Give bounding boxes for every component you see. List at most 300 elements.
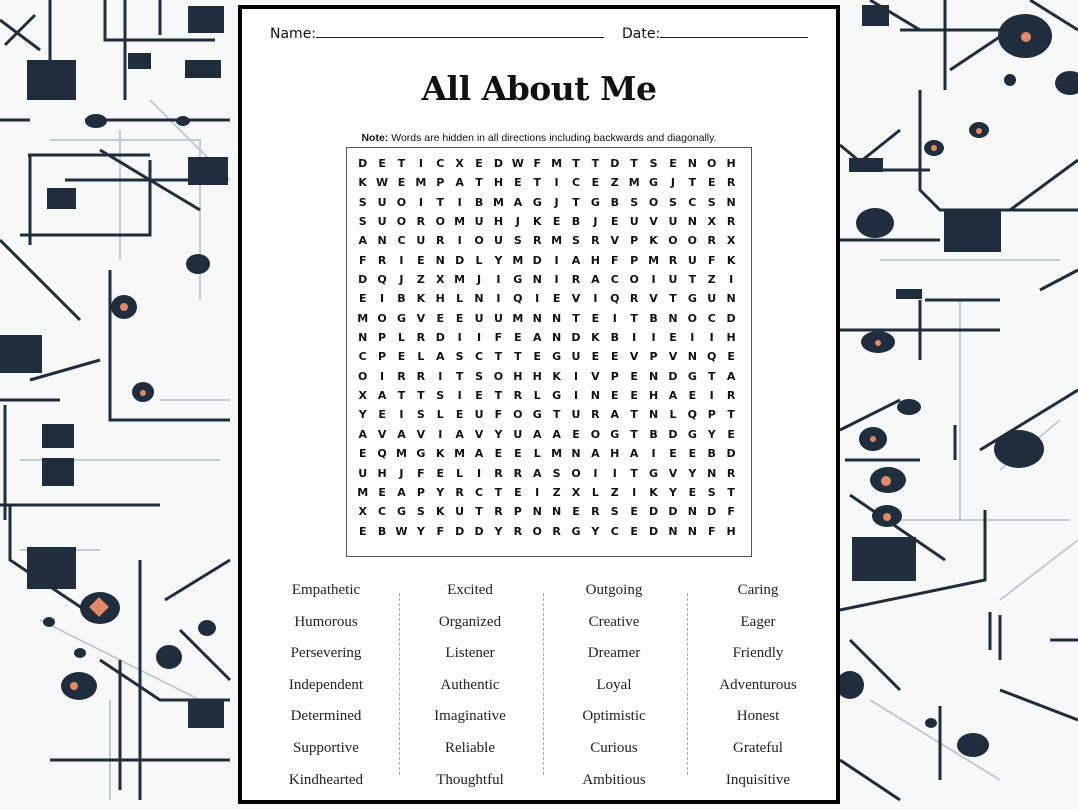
grid-letter[interactable]: K <box>649 234 658 248</box>
grid-letter[interactable]: T <box>533 176 541 190</box>
grid-letter[interactable]: F <box>494 408 503 422</box>
grid-letter[interactable]: D <box>358 273 368 287</box>
grid-letter[interactable]: D <box>707 505 717 519</box>
grid-letter[interactable]: N <box>551 331 562 345</box>
grid-letter[interactable]: P <box>436 176 445 190</box>
grid-letter[interactable]: O <box>668 234 678 248</box>
grid-letter[interactable]: L <box>591 485 599 499</box>
grid-letter[interactable]: H <box>532 369 542 383</box>
grid-letter[interactable]: I <box>573 389 579 403</box>
grid-letter[interactable]: E <box>358 447 367 461</box>
grid-letter[interactable]: G <box>590 195 600 209</box>
grid-letter[interactable]: M <box>512 311 524 325</box>
grid-letter[interactable]: J <box>399 273 404 287</box>
grid-letter[interactable]: G <box>687 427 697 441</box>
grid-letter[interactable]: G <box>416 447 426 461</box>
grid-letter[interactable]: I <box>535 485 540 499</box>
grid-letter[interactable]: N <box>532 273 542 287</box>
grid-letter[interactable]: P <box>707 408 716 422</box>
date-field[interactable] <box>622 23 808 42</box>
grid-letter[interactable]: R <box>707 234 716 248</box>
grid-letter[interactable]: P <box>378 350 387 364</box>
grid-letter[interactable]: M <box>357 485 369 499</box>
grid-letter[interactable]: Y <box>358 408 367 422</box>
grid-letter[interactable]: A <box>358 427 367 441</box>
grid-letter[interactable]: U <box>668 273 678 287</box>
grid-letter[interactable]: V <box>668 350 678 364</box>
grid-letter[interactable]: T <box>494 350 503 364</box>
grid-letter[interactable]: R <box>494 466 503 480</box>
grid-letter[interactable]: T <box>494 485 503 499</box>
grid-letter[interactable]: P <box>630 253 639 267</box>
grid-letter[interactable]: M <box>551 447 563 461</box>
grid-letter[interactable]: E <box>514 447 522 461</box>
grid-letter[interactable]: I <box>438 369 443 383</box>
grid-letter[interactable]: N <box>687 524 697 538</box>
grid-letter[interactable]: B <box>377 524 387 538</box>
grid-letter[interactable]: D <box>610 157 620 170</box>
grid-letter[interactable]: T <box>514 350 522 364</box>
grid-letter[interactable]: Y <box>416 524 425 538</box>
grid-letter[interactable]: I <box>380 369 385 383</box>
grid-letter[interactable]: I <box>729 273 734 287</box>
grid-letter[interactable]: O <box>377 311 387 325</box>
grid-letter[interactable]: E <box>514 176 522 190</box>
grid-letter[interactable]: V <box>416 311 426 325</box>
grid-letter[interactable]: I <box>457 331 462 345</box>
grid-letter[interactable]: D <box>532 253 542 267</box>
grid-letter[interactable]: I <box>457 234 462 248</box>
grid-letter[interactable]: C <box>610 273 619 287</box>
grid-letter[interactable]: S <box>416 505 425 519</box>
grid-letter[interactable]: N <box>668 524 678 538</box>
grid-letter[interactable]: K <box>435 447 445 461</box>
grid-letter[interactable]: I <box>399 408 404 422</box>
grid-letter[interactable]: D <box>668 505 678 519</box>
grid-letter[interactable]: V <box>649 292 658 306</box>
grid-letter[interactable]: A <box>629 447 639 461</box>
grid-letter[interactable]: D <box>455 524 465 538</box>
grid-letter[interactable]: O <box>687 311 698 325</box>
grid-letter[interactable]: J <box>670 176 675 190</box>
grid-letter[interactable]: R <box>726 389 736 403</box>
grid-letter[interactable]: A <box>436 350 445 364</box>
grid-letter[interactable]: E <box>630 369 638 383</box>
grid-letter[interactable]: S <box>707 485 716 499</box>
grid-letter[interactable]: H <box>648 389 659 403</box>
grid-letter[interactable]: N <box>726 195 736 209</box>
grid-letter[interactable]: T <box>572 157 580 170</box>
grid-letter[interactable]: E <box>436 466 445 480</box>
grid-letter[interactable]: L <box>533 389 541 403</box>
grid-letter[interactable]: I <box>457 389 462 403</box>
grid-letter[interactable]: M <box>551 234 563 248</box>
grid-letter[interactable]: T <box>436 195 445 209</box>
grid-letter[interactable]: E <box>669 331 677 345</box>
grid-letter[interactable]: N <box>474 292 484 306</box>
grid-letter[interactable]: C <box>707 311 716 325</box>
grid-letter[interactable]: E <box>630 524 638 538</box>
grid-letter[interactable]: N <box>590 389 600 403</box>
grid-letter[interactable]: M <box>648 253 660 267</box>
grid-letter[interactable]: I <box>651 447 656 461</box>
grid-letter[interactable]: A <box>474 447 484 461</box>
name-blank-line[interactable] <box>316 23 604 38</box>
grid-letter[interactable]: E <box>397 176 406 190</box>
grid-letter[interactable]: L <box>456 466 464 480</box>
grid-letter[interactable]: E <box>552 292 561 306</box>
grid-letter[interactable]: S <box>358 215 367 229</box>
grid-letter[interactable]: T <box>630 157 638 170</box>
grid-letter[interactable]: I <box>612 311 617 325</box>
grid-letter[interactable]: I <box>632 485 637 499</box>
grid-letter[interactable]: E <box>552 215 561 229</box>
grid-letter[interactable]: G <box>687 292 697 306</box>
grid-letter[interactable]: Q <box>610 292 620 306</box>
grid-letter[interactable]: S <box>358 195 367 209</box>
grid-letter[interactable]: O <box>358 369 368 383</box>
grid-letter[interactable]: B <box>571 215 581 229</box>
grid-letter[interactable]: H <box>493 176 504 190</box>
grid-letter[interactable]: T <box>630 427 638 441</box>
grid-letter[interactable]: E <box>533 350 541 364</box>
grid-letter[interactable]: C <box>610 524 619 538</box>
grid-letter[interactable]: Y <box>436 485 445 499</box>
grid-letter[interactable]: K <box>726 253 736 267</box>
grid-letter[interactable]: G <box>532 408 542 422</box>
grid-letter[interactable]: H <box>435 292 445 306</box>
grid-letter[interactable]: R <box>397 369 406 383</box>
grid-letter[interactable]: E <box>572 427 580 441</box>
grid-letter[interactable]: V <box>649 215 658 229</box>
grid-letter[interactable]: D <box>668 427 678 441</box>
grid-letter[interactable]: U <box>687 253 697 267</box>
grid-letter[interactable]: M <box>454 215 466 229</box>
grid-letter[interactable]: W <box>395 524 408 538</box>
grid-letter[interactable]: K <box>591 331 600 345</box>
grid-letter[interactable]: U <box>493 234 503 248</box>
grid-letter[interactable]: I <box>709 331 714 345</box>
grid-letter[interactable]: U <box>629 215 639 229</box>
grid-letter[interactable]: X <box>571 485 581 499</box>
grid-letter[interactable]: E <box>494 447 503 461</box>
grid-letter[interactable]: L <box>417 350 425 364</box>
grid-letter[interactable]: S <box>630 195 639 209</box>
grid-letter[interactable]: U <box>474 311 484 325</box>
grid-letter[interactable]: I <box>418 157 423 170</box>
grid-letter[interactable]: R <box>552 524 561 538</box>
grid-letter[interactable]: Z <box>610 176 619 190</box>
grid-letter[interactable]: M <box>628 176 640 190</box>
grid-letter[interactable]: E <box>688 485 697 499</box>
grid-letter[interactable]: O <box>687 234 698 248</box>
grid-letter[interactable]: C <box>475 485 484 499</box>
grid-letter[interactable]: E <box>455 408 464 422</box>
grid-letter[interactable]: E <box>436 311 445 325</box>
grid-letter[interactable]: G <box>610 427 620 441</box>
grid-letter[interactable]: I <box>418 195 423 209</box>
grid-letter[interactable]: U <box>493 311 503 325</box>
grid-letter[interactable]: A <box>513 195 523 209</box>
grid-letter[interactable]: U <box>358 466 368 480</box>
grid-letter[interactable]: E <box>727 427 735 441</box>
grid-letter[interactable]: C <box>571 176 581 190</box>
grid-letter[interactable]: A <box>532 466 542 480</box>
grid-letter[interactable]: Q <box>707 350 717 364</box>
grid-letter[interactable]: N <box>551 505 562 519</box>
grid-letter[interactable]: L <box>475 253 483 267</box>
grid-letter[interactable]: A <box>377 389 387 403</box>
grid-letter[interactable]: O <box>707 157 717 170</box>
grid-letter[interactable]: R <box>416 215 426 229</box>
grid-letter[interactable]: H <box>726 331 736 345</box>
grid-letter[interactable]: E <box>591 350 600 364</box>
grid-letter[interactable]: U <box>707 292 717 306</box>
grid-letter[interactable]: E <box>475 389 483 403</box>
grid-letter[interactable]: T <box>630 408 638 422</box>
grid-letter[interactable]: G <box>552 389 562 403</box>
grid-letter[interactable]: W <box>376 176 389 190</box>
grid-letter[interactable]: E <box>707 176 716 190</box>
grid-letter[interactable]: R <box>591 408 600 422</box>
grid-letter[interactable]: T <box>630 311 638 325</box>
grid-letter[interactable]: O <box>513 408 523 422</box>
grid-letter[interactable]: A <box>610 408 620 422</box>
grid-letter[interactable]: S <box>475 369 483 383</box>
grid-letter[interactable]: E <box>378 157 386 170</box>
grid-letter[interactable]: E <box>669 157 677 170</box>
grid-letter[interactable]: Y <box>591 524 600 538</box>
grid-letter[interactable]: T <box>707 369 716 383</box>
grid-letter[interactable]: V <box>416 427 426 441</box>
grid-letter[interactable]: T <box>397 389 406 403</box>
grid-letter[interactable]: B <box>649 311 658 325</box>
grid-letter[interactable]: U <box>571 350 581 364</box>
grid-letter[interactable]: I <box>476 466 482 480</box>
grid-letter[interactable]: I <box>496 273 501 287</box>
grid-letter[interactable]: B <box>474 195 484 209</box>
grid-letter[interactable]: L <box>397 331 405 345</box>
grid-letter[interactable]: N <box>687 505 697 519</box>
grid-letter[interactable]: R <box>513 466 523 480</box>
grid-letter[interactable]: R <box>629 292 639 306</box>
grid-letter[interactable]: Z <box>416 273 425 287</box>
grid-letter[interactable]: U <box>513 427 523 441</box>
grid-letter[interactable]: I <box>438 427 443 441</box>
grid-letter[interactable]: F <box>358 253 367 267</box>
grid-letter[interactable]: Z <box>610 485 619 499</box>
grid-letter[interactable]: I <box>651 273 656 287</box>
grid-letter[interactable]: S <box>416 408 425 422</box>
grid-letter[interactable]: F <box>611 253 619 267</box>
grid-letter[interactable]: R <box>726 466 736 480</box>
grid-letter[interactable]: F <box>494 331 503 345</box>
grid-letter[interactable]: E <box>630 505 638 519</box>
grid-letter[interactable]: N <box>551 311 562 325</box>
grid-letter[interactable]: G <box>552 350 562 364</box>
grid-letter[interactable]: V <box>474 427 484 441</box>
date-blank-line[interactable] <box>660 23 808 38</box>
grid-letter[interactable]: M <box>492 195 504 209</box>
grid-letter[interactable]: O <box>648 195 659 209</box>
grid-letter[interactable]: D <box>648 524 659 538</box>
grid-letter[interactable]: T <box>688 176 697 190</box>
grid-letter[interactable]: E <box>475 157 483 170</box>
grid-letter[interactable]: S <box>455 350 464 364</box>
grid-letter[interactable]: P <box>630 234 639 248</box>
grid-letter[interactable]: B <box>397 292 406 306</box>
grid-letter[interactable]: V <box>629 350 639 364</box>
grid-letter[interactable]: N <box>648 408 659 422</box>
grid-letter[interactable]: L <box>533 447 541 461</box>
grid-letter[interactable]: J <box>593 215 598 229</box>
grid-letter[interactable]: A <box>358 234 367 248</box>
grid-letter[interactable]: K <box>358 176 367 190</box>
grid-letter[interactable]: Y <box>668 485 677 499</box>
grid-letter[interactable]: M <box>454 447 466 461</box>
grid-letter[interactable]: R <box>668 253 678 267</box>
grid-letter[interactable]: T <box>727 408 735 422</box>
grid-letter[interactable]: I <box>690 331 695 345</box>
grid-letter[interactable]: T <box>397 157 406 170</box>
grid-letter[interactable]: N <box>377 234 387 248</box>
grid-letter[interactable]: U <box>377 215 387 229</box>
grid-letter[interactable]: L <box>456 292 464 306</box>
grid-letter[interactable]: R <box>436 234 445 248</box>
grid-letter[interactable]: R <box>591 234 600 248</box>
grid-letter[interactable]: O <box>435 215 445 229</box>
grid-letter[interactable]: M <box>415 176 427 190</box>
grid-letter[interactable]: R <box>591 505 600 519</box>
name-field[interactable] <box>270 23 604 42</box>
grid-letter[interactable]: F <box>417 466 425 480</box>
grid-letter[interactable]: T <box>669 292 677 306</box>
grid-letter[interactable]: E <box>727 350 735 364</box>
grid-letter[interactable]: N <box>687 157 697 170</box>
grid-letter[interactable]: G <box>649 466 659 480</box>
grid-letter[interactable]: K <box>435 505 445 519</box>
grid-letter[interactable]: O <box>590 427 601 441</box>
grid-letter[interactable]: G <box>532 195 542 209</box>
grid-letter[interactable]: T <box>591 157 600 170</box>
grid-letter[interactable]: I <box>709 389 714 403</box>
grid-letter[interactable]: S <box>552 466 561 480</box>
grid-letter[interactable]: R <box>532 234 542 248</box>
grid-letter[interactable]: T <box>455 369 464 383</box>
grid-letter[interactable]: H <box>493 215 504 229</box>
grid-letter[interactable]: G <box>396 311 406 325</box>
grid-letter[interactable]: D <box>726 311 736 325</box>
grid-letter[interactable]: V <box>591 369 600 383</box>
grid-letter[interactable]: R <box>494 505 503 519</box>
grid-letter[interactable]: P <box>513 505 522 519</box>
grid-letter[interactable]: R <box>571 273 581 287</box>
grid-letter[interactable]: Q <box>377 447 387 461</box>
grid-letter[interactable]: A <box>455 427 464 441</box>
grid-letter[interactable]: E <box>514 331 522 345</box>
grid-letter[interactable]: T <box>572 311 580 325</box>
grid-letter[interactable]: O <box>493 369 504 383</box>
grid-letter[interactable]: G <box>687 369 697 383</box>
grid-letter[interactable]: A <box>591 447 600 461</box>
grid-letter[interactable]: A <box>532 331 542 345</box>
grid-letter[interactable]: X <box>455 157 464 170</box>
grid-letter[interactable]: A <box>726 369 736 383</box>
grid-letter[interactable]: M <box>454 273 466 287</box>
grid-letter[interactable]: N <box>726 292 736 306</box>
grid-letter[interactable]: Q <box>513 292 523 306</box>
grid-letter[interactable]: G <box>649 176 659 190</box>
grid-letter[interactable]: Y <box>494 427 503 441</box>
grid-letter[interactable]: E <box>358 292 367 306</box>
grid-letter[interactable]: I <box>380 292 385 306</box>
grid-letter[interactable]: E <box>591 311 600 325</box>
grid-letter[interactable]: W <box>511 157 524 170</box>
grid-letter[interactable]: U <box>474 215 484 229</box>
grid-letter[interactable]: K <box>552 369 561 383</box>
grid-letter[interactable]: J <box>515 215 520 229</box>
grid-letter[interactable]: E <box>688 389 697 403</box>
grid-letter[interactable]: L <box>436 408 444 422</box>
grid-letter[interactable]: D <box>455 253 465 267</box>
grid-letter[interactable]: T <box>688 273 697 287</box>
grid-letter[interactable]: B <box>610 195 619 209</box>
grid-letter[interactable]: D <box>726 447 736 461</box>
grid-letter[interactable]: D <box>358 157 368 170</box>
grid-letter[interactable]: M <box>551 157 563 170</box>
grid-letter[interactable]: E <box>630 389 638 403</box>
grid-letter[interactable]: V <box>610 234 620 248</box>
grid-letter[interactable]: C <box>475 350 484 364</box>
grid-letter[interactable]: C <box>397 234 406 248</box>
grid-letter[interactable]: N <box>668 311 678 325</box>
grid-letter[interactable]: A <box>397 485 406 499</box>
grid-letter[interactable]: V <box>377 427 387 441</box>
grid-letter[interactable]: F <box>727 505 735 519</box>
grid-letter[interactable]: D <box>474 524 484 538</box>
grid-letter[interactable]: B <box>707 447 716 461</box>
grid-letter[interactable]: A <box>668 389 678 403</box>
grid-letter[interactable]: R <box>513 389 523 403</box>
grid-letter[interactable]: T <box>630 466 638 480</box>
grid-letter[interactable]: M <box>396 447 407 461</box>
grid-letter[interactable]: N <box>435 253 445 267</box>
grid-letter[interactable]: Z <box>707 273 716 287</box>
grid-letter[interactable]: H <box>590 253 600 267</box>
grid-letter[interactable]: E <box>669 447 677 461</box>
grid-letter[interactable]: C <box>378 505 387 519</box>
grid-letter[interactable]: H <box>610 447 620 461</box>
grid-letter[interactable]: I <box>593 466 598 480</box>
grid-letter[interactable]: X <box>726 234 736 248</box>
grid-letter[interactable]: V <box>571 292 581 306</box>
grid-letter[interactable]: J <box>554 195 559 209</box>
grid-letter[interactable]: H <box>513 369 523 383</box>
grid-letter[interactable]: I <box>554 273 559 287</box>
grid-letter[interactable]: U <box>571 408 581 422</box>
grid-letter[interactable]: E <box>378 408 386 422</box>
grid-letter[interactable]: E <box>572 505 580 519</box>
grid-letter[interactable]: O <box>629 273 639 287</box>
grid-letter[interactable]: P <box>610 369 619 383</box>
grid-letter[interactable]: P <box>416 485 425 499</box>
grid-letter[interactable]: Y <box>707 427 716 441</box>
grid-letter[interactable]: K <box>416 292 426 306</box>
grid-letter[interactable]: O <box>474 234 484 248</box>
grid-letter[interactable]: K <box>532 215 542 229</box>
grid-letter[interactable]: F <box>533 157 541 170</box>
grid-letter[interactable]: A <box>455 176 464 190</box>
